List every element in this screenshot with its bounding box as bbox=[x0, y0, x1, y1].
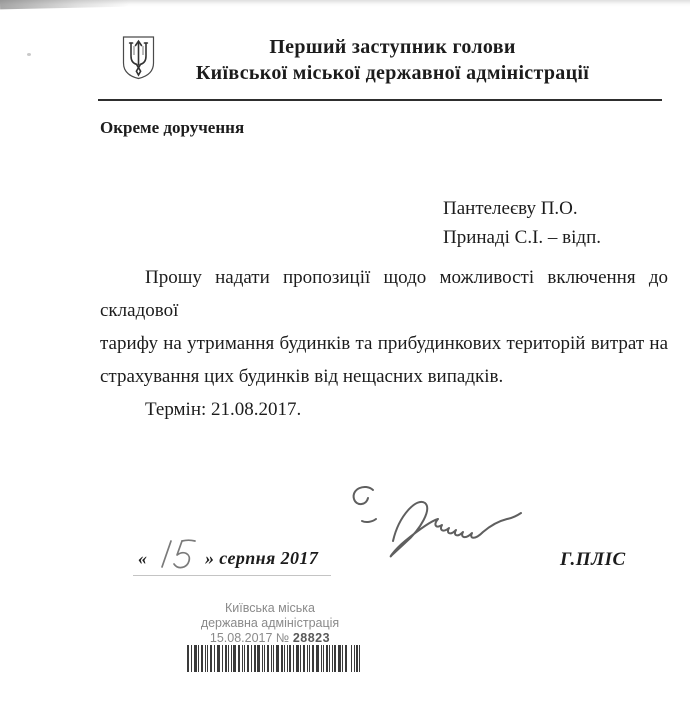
stamp-line3 bbox=[150, 631, 390, 646]
date-open-quote: « bbox=[138, 548, 147, 568]
body-line: страхування цих будинків від нещасних випадків. bbox=[100, 366, 504, 387]
document-type-heading: Окреме доручення bbox=[100, 118, 245, 137]
handwritten-signature bbox=[335, 473, 590, 568]
signer-name: Г.ПЛІС bbox=[560, 549, 626, 570]
addressee-block bbox=[443, 194, 601, 252]
ukraine-trident-emblem-icon bbox=[121, 35, 156, 80]
registration-stamp bbox=[150, 601, 390, 646]
registration-barcode bbox=[187, 645, 360, 672]
letterhead-title-line2: Київської міської державної адміністрації bbox=[195, 62, 590, 84]
body-line: тарифу на утримання будинків та прибудинкових територій витрат на bbox=[100, 333, 668, 354]
addressee-line: Принаді С.І. – відп. bbox=[443, 227, 602, 248]
handwritten-day-15 bbox=[152, 533, 200, 575]
date-month-year: » серпня 2017 bbox=[205, 548, 319, 568]
stamp-line2: державна адміністрація bbox=[200, 616, 340, 630]
body-line: Прошу надати пропозиції щодо можливості включення до складової bbox=[100, 267, 668, 321]
scan-artifact-speck bbox=[27, 53, 31, 56]
date-underline bbox=[133, 575, 331, 576]
stamp-registration-number: 28823 bbox=[292, 631, 331, 645]
stamp-date-number-prefix: 15.08.2017 № bbox=[209, 631, 290, 645]
letter-body bbox=[100, 261, 668, 426]
stamp-line1: Київська міська bbox=[225, 601, 315, 615]
letterhead-divider-rule bbox=[98, 99, 662, 101]
scan-artifact-corner-smudge bbox=[0, 0, 130, 9]
term-line: Термін: 21.08.2017. bbox=[145, 399, 302, 420]
addressee-line: Пантелеєву П.О. bbox=[443, 198, 578, 219]
letterhead-title bbox=[170, 34, 615, 86]
letterhead-title-line1: Перший заступник голови bbox=[269, 36, 516, 58]
